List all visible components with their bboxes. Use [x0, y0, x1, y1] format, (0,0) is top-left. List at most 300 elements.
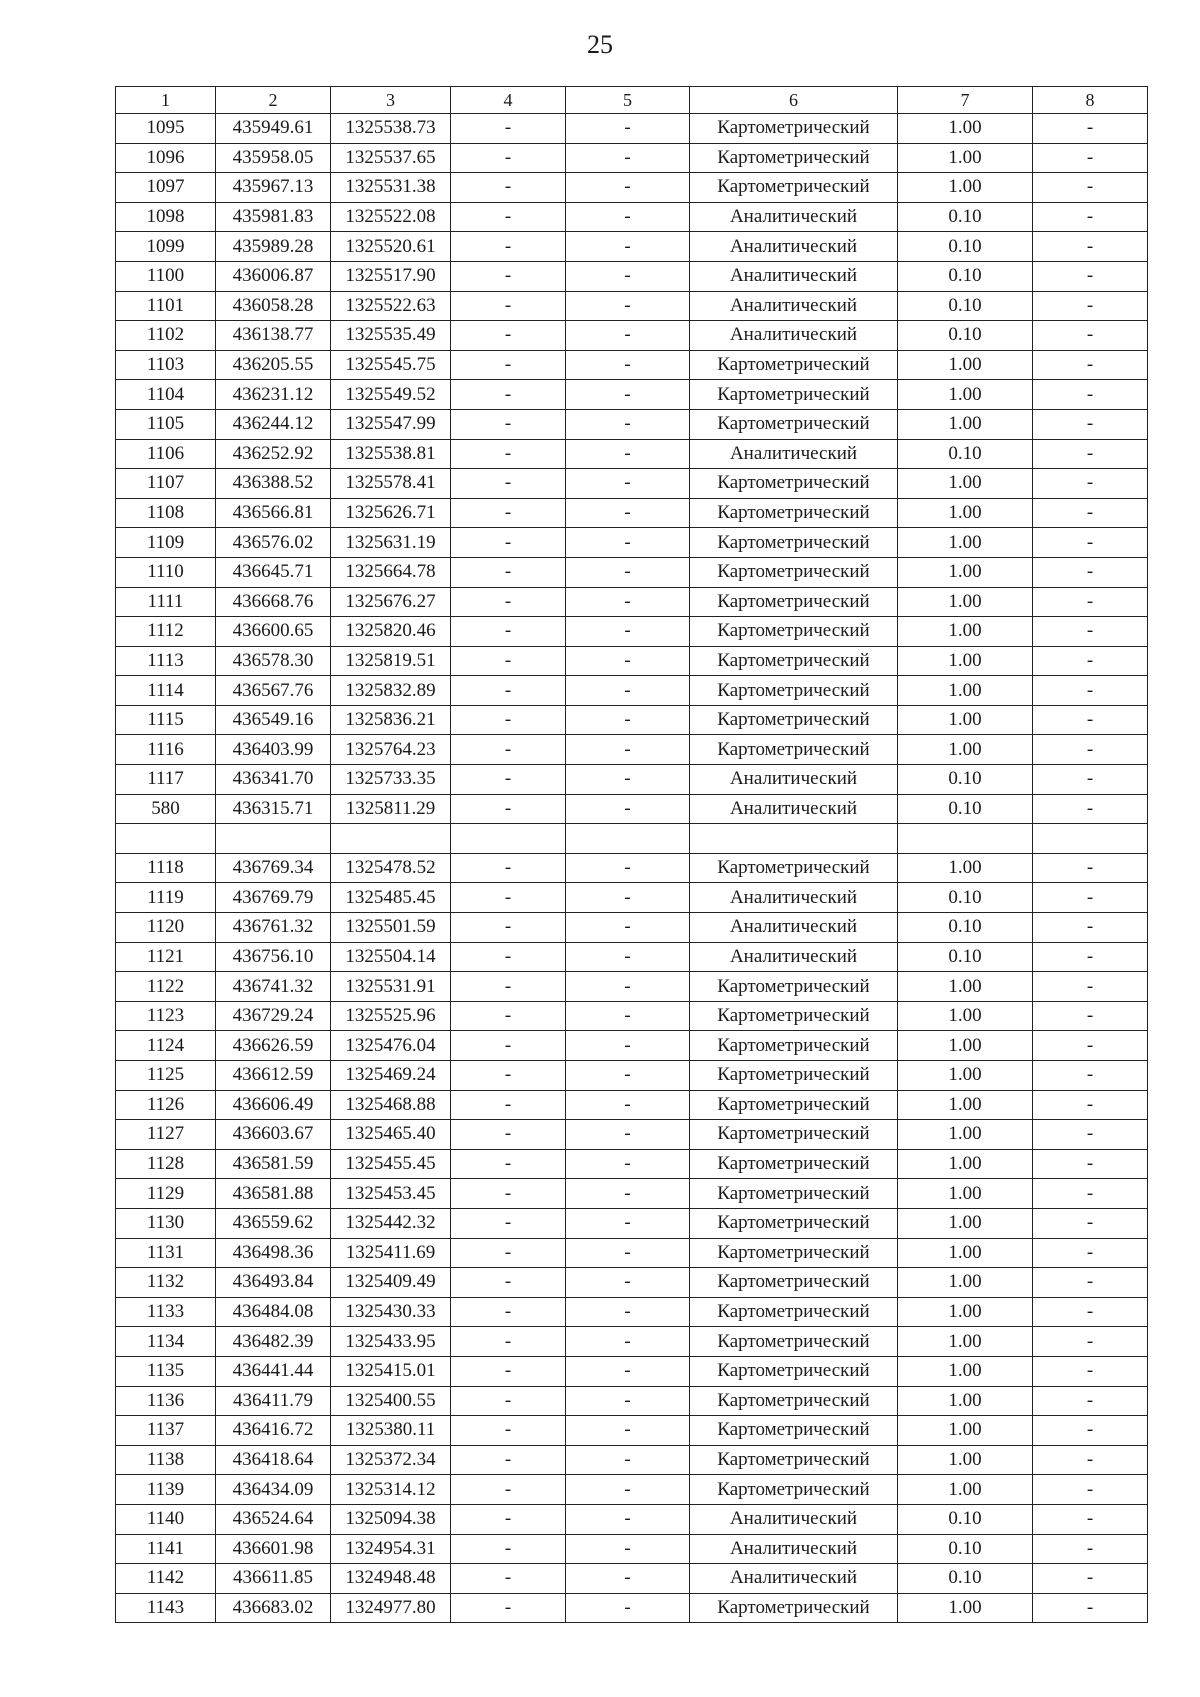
cell-col4-value: -: [451, 321, 566, 351]
cell-y-coordinate: 1325400.55: [331, 1386, 451, 1416]
cell-col4-value: -: [451, 173, 566, 203]
cell-point-number: 1113: [116, 646, 216, 676]
cell-col4-value: -: [451, 676, 566, 706]
cell-method: Картометрический: [690, 498, 898, 528]
table-row: [116, 409, 1148, 439]
cell-point-number: 1103: [116, 350, 216, 380]
cell-y-coordinate: 1325520.61: [331, 232, 451, 262]
cell-col8-value: -: [1033, 1061, 1148, 1091]
table-row: [116, 1090, 1148, 1120]
cell-method: Картометрический: [690, 409, 898, 439]
cell-method: Картометрический: [690, 557, 898, 587]
cell-col8-value: -: [1033, 143, 1148, 173]
cell-col4-value: -: [451, 114, 566, 144]
cell-col5-value: -: [566, 114, 690, 144]
cell-accuracy: [898, 824, 1033, 854]
table-row: [116, 1327, 1148, 1357]
cell-point-number: 1102: [116, 321, 216, 351]
table-row: [116, 1593, 1148, 1623]
cell-accuracy: 0.10: [898, 942, 1033, 972]
cell-y-coordinate: 1325453.45: [331, 1179, 451, 1209]
cell-col8-value: -: [1033, 173, 1148, 203]
cell-col8-value: -: [1033, 646, 1148, 676]
table-row: [116, 557, 1148, 587]
cell-col8-value: -: [1033, 1031, 1148, 1061]
cell-method: Картометрический: [690, 380, 898, 410]
cell-col4-value: -: [451, 439, 566, 469]
cell-col4-value: -: [451, 1356, 566, 1386]
cell-col5-value: -: [566, 1475, 690, 1505]
cell-col4-value: -: [451, 1031, 566, 1061]
cell-method: Картометрический: [690, 1090, 898, 1120]
header-cell-1: 1: [116, 87, 216, 114]
cell-method: Картометрический: [690, 646, 898, 676]
cell-method: Аналитический: [690, 439, 898, 469]
cell-x-coordinate: 436741.32: [216, 972, 331, 1002]
cell-accuracy: 1.00: [898, 1179, 1033, 1209]
cell-method: Картометрический: [690, 1179, 898, 1209]
cell-y-coordinate: 1325764.23: [331, 735, 451, 765]
cell-point-number: 1101: [116, 291, 216, 321]
cell-point-number: 1124: [116, 1031, 216, 1061]
cell-col4-value: -: [451, 1001, 566, 1031]
cell-col5-value: -: [566, 853, 690, 883]
cell-col8-value: -: [1033, 1327, 1148, 1357]
cell-x-coordinate: 436761.32: [216, 913, 331, 943]
table-row: [116, 1149, 1148, 1179]
cell-col5-value: -: [566, 321, 690, 351]
cell-y-coordinate: 1325545.75: [331, 350, 451, 380]
cell-accuracy: 1.00: [898, 1268, 1033, 1298]
cell-accuracy: 1.00: [898, 587, 1033, 617]
cell-col8-value: -: [1033, 1445, 1148, 1475]
cell-col8-value: -: [1033, 1208, 1148, 1238]
header-row: [116, 87, 1148, 114]
table-row: [116, 1297, 1148, 1327]
cell-col5-value: -: [566, 883, 690, 913]
cell-col8-value: -: [1033, 1475, 1148, 1505]
cell-x-coordinate: 435989.28: [216, 232, 331, 262]
cell-y-coordinate: 1325517.90: [331, 261, 451, 291]
cell-col4-value: -: [451, 853, 566, 883]
cell-accuracy: 1.00: [898, 617, 1033, 647]
cell-y-coordinate: 1325733.35: [331, 765, 451, 795]
cell-col5-value: -: [566, 1090, 690, 1120]
cell-col8-value: -: [1033, 972, 1148, 1002]
cell-x-coordinate: 436484.08: [216, 1297, 331, 1327]
cell-col5-value: -: [566, 676, 690, 706]
cell-method: Аналитический: [690, 321, 898, 351]
cell-col4-value: -: [451, 1475, 566, 1505]
cell-x-coordinate: 436645.71: [216, 557, 331, 587]
table-row: [116, 1564, 1148, 1594]
cell-col5-value: -: [566, 705, 690, 735]
cell-point-number: 1099: [116, 232, 216, 262]
cell-point-number: 1107: [116, 469, 216, 499]
cell-x-coordinate: 436403.99: [216, 735, 331, 765]
cell-point-number: 1100: [116, 261, 216, 291]
cell-accuracy: 1.00: [898, 1090, 1033, 1120]
cell-col4-value: -: [451, 409, 566, 439]
cell-accuracy: 0.10: [898, 321, 1033, 351]
cell-method: Картометрический: [690, 1061, 898, 1091]
cell-col4-value: -: [451, 1179, 566, 1209]
cell-y-coordinate: 1325664.78: [331, 557, 451, 587]
cell-col5-value: -: [566, 794, 690, 824]
cell-accuracy: 1.00: [898, 646, 1033, 676]
cell-method: Картометрический: [690, 528, 898, 558]
table-row: [116, 439, 1148, 469]
cell-x-coordinate: 436006.87: [216, 261, 331, 291]
cell-col5-value: -: [566, 735, 690, 765]
cell-x-coordinate: 436729.24: [216, 1001, 331, 1031]
cell-col4-value: -: [451, 1504, 566, 1534]
cell-point-number: 1096: [116, 143, 216, 173]
coordinates-table: [115, 86, 1148, 1623]
cell-accuracy: 0.10: [898, 765, 1033, 795]
cell-col8-value: -: [1033, 1386, 1148, 1416]
cell-point-number: 1125: [116, 1061, 216, 1091]
cell-y-coordinate: 1325820.46: [331, 617, 451, 647]
table-row: [116, 587, 1148, 617]
cell-x-coordinate: 435967.13: [216, 173, 331, 203]
cell-col5-value: -: [566, 173, 690, 203]
cell-col4-value: -: [451, 1564, 566, 1594]
cell-point-number: 1140: [116, 1504, 216, 1534]
cell-y-coordinate: 1325836.21: [331, 705, 451, 735]
cell-col5-value: -: [566, 1061, 690, 1091]
cell-method: Аналитический: [690, 794, 898, 824]
cell-method: Аналитический: [690, 1504, 898, 1534]
cell-col5-value: -: [566, 1356, 690, 1386]
cell-col5-value: -: [566, 1445, 690, 1475]
cell-col5-value: -: [566, 1208, 690, 1238]
cell-col4-value: -: [451, 765, 566, 795]
cell-point-number: 1132: [116, 1268, 216, 1298]
cell-y-coordinate: 1325501.59: [331, 913, 451, 943]
cell-col8-value: -: [1033, 1090, 1148, 1120]
cell-col5-value: -: [566, 202, 690, 232]
table-row: [116, 261, 1148, 291]
cell-col4-value: -: [451, 557, 566, 587]
cell-col5-value: -: [566, 498, 690, 528]
header-cell-8: 8: [1033, 87, 1148, 114]
cell-y-coordinate: 1325531.38: [331, 173, 451, 203]
cell-col8-value: -: [1033, 942, 1148, 972]
page-number: 25: [587, 30, 613, 59]
cell-col5-value: -: [566, 1504, 690, 1534]
cell-accuracy: 1.00: [898, 1208, 1033, 1238]
cell-accuracy: 0.10: [898, 1534, 1033, 1564]
cell-y-coordinate: 1325372.34: [331, 1445, 451, 1475]
cell-point-number: 1121: [116, 942, 216, 972]
cell-x-coordinate: 436231.12: [216, 380, 331, 410]
cell-method: Картометрический: [690, 1149, 898, 1179]
cell-col8-value: -: [1033, 913, 1148, 943]
cell-point-number: 1135: [116, 1356, 216, 1386]
cell-y-coordinate: 1325631.19: [331, 528, 451, 558]
cell-point-number: 1109: [116, 528, 216, 558]
cell-y-coordinate: 1325476.04: [331, 1031, 451, 1061]
cell-col5-value: -: [566, 1564, 690, 1594]
cell-x-coordinate: 436434.09: [216, 1475, 331, 1505]
cell-x-coordinate: 436315.71: [216, 794, 331, 824]
header-cell-5: 5: [566, 87, 690, 114]
cell-col5-value: [566, 824, 690, 854]
cell-point-number: 1108: [116, 498, 216, 528]
cell-accuracy: 1.00: [898, 735, 1033, 765]
cell-y-coordinate: 1325626.71: [331, 498, 451, 528]
cell-col8-value: -: [1033, 1534, 1148, 1564]
cell-col4-value: -: [451, 469, 566, 499]
cell-col4-value: -: [451, 1327, 566, 1357]
cell-col4-value: -: [451, 143, 566, 173]
table-row: [116, 913, 1148, 943]
table-row: [116, 1534, 1148, 1564]
cell-point-number: 1123: [116, 1001, 216, 1031]
cell-method: Картометрический: [690, 1268, 898, 1298]
cell-method: Картометрический: [690, 143, 898, 173]
cell-col5-value: -: [566, 913, 690, 943]
cell-point-number: 1105: [116, 409, 216, 439]
cell-x-coordinate: 436581.59: [216, 1149, 331, 1179]
cell-col8-value: -: [1033, 1268, 1148, 1298]
cell-accuracy: 1.00: [898, 1386, 1033, 1416]
cell-accuracy: 1.00: [898, 676, 1033, 706]
cell-col4-value: -: [451, 913, 566, 943]
cell-col4-value: -: [451, 202, 566, 232]
cell-method: Аналитический: [690, 232, 898, 262]
cell-accuracy: 1.00: [898, 972, 1033, 1002]
cell-col4-value: [451, 824, 566, 854]
cell-method: Картометрический: [690, 114, 898, 144]
cell-col4-value: -: [451, 1593, 566, 1623]
cell-x-coordinate: 436138.77: [216, 321, 331, 351]
table-row: [116, 173, 1148, 203]
cell-col4-value: -: [451, 1061, 566, 1091]
cell-col5-value: -: [566, 439, 690, 469]
table-row: [116, 1179, 1148, 1209]
table-row: [116, 1356, 1148, 1386]
cell-method: Аналитический: [690, 1564, 898, 1594]
cell-col5-value: -: [566, 380, 690, 410]
cell-point-number: 1139: [116, 1475, 216, 1505]
cell-y-coordinate: 1325409.49: [331, 1268, 451, 1298]
cell-method: Картометрический: [690, 1475, 898, 1505]
cell-accuracy: 1.00: [898, 1120, 1033, 1150]
table-row: [116, 1001, 1148, 1031]
table-row: [116, 1386, 1148, 1416]
cell-col4-value: -: [451, 1268, 566, 1298]
cell-y-coordinate: 1325469.24: [331, 1061, 451, 1091]
cell-accuracy: 0.10: [898, 913, 1033, 943]
cell-col4-value: -: [451, 1416, 566, 1446]
cell-x-coordinate: 436606.49: [216, 1090, 331, 1120]
cell-method: Картометрический: [690, 1238, 898, 1268]
cell-col4-value: -: [451, 646, 566, 676]
cell-accuracy: 0.10: [898, 261, 1033, 291]
cell-method: Аналитический: [690, 942, 898, 972]
cell-x-coordinate: 436559.62: [216, 1208, 331, 1238]
cell-method: Картометрический: [690, 676, 898, 706]
cell-col8-value: -: [1033, 1504, 1148, 1534]
table-row: [116, 883, 1148, 913]
cell-col8-value: -: [1033, 1149, 1148, 1179]
cell-x-coordinate: 436058.28: [216, 291, 331, 321]
cell-y-coordinate: 1325478.52: [331, 853, 451, 883]
cell-col8-value: -: [1033, 498, 1148, 528]
cell-col4-value: -: [451, 261, 566, 291]
cell-col4-value: -: [451, 794, 566, 824]
table-row: [116, 1061, 1148, 1091]
cell-col5-value: -: [566, 350, 690, 380]
cell-accuracy: 0.10: [898, 232, 1033, 262]
cell-col4-value: -: [451, 528, 566, 558]
cell-point-number: 1131: [116, 1238, 216, 1268]
cell-accuracy: 0.10: [898, 439, 1033, 469]
cell-point-number: 1117: [116, 765, 216, 795]
cell-col8-value: -: [1033, 439, 1148, 469]
table-row: [116, 469, 1148, 499]
cell-method: Картометрический: [690, 1327, 898, 1357]
cell-y-coordinate: 1324954.31: [331, 1534, 451, 1564]
cell-method: Картометрический: [690, 972, 898, 1002]
cell-accuracy: 1.00: [898, 1327, 1033, 1357]
table-row: [116, 321, 1148, 351]
cell-col4-value: -: [451, 232, 566, 262]
cell-col8-value: -: [1033, 1564, 1148, 1594]
cell-x-coordinate: 436341.70: [216, 765, 331, 795]
cell-col8-value: -: [1033, 617, 1148, 647]
cell-y-coordinate: 1325578.41: [331, 469, 451, 499]
header-cell-7: 7: [898, 87, 1033, 114]
cell-point-number: 1143: [116, 1593, 216, 1623]
cell-col8-value: -: [1033, 705, 1148, 735]
cell-col8-value: -: [1033, 114, 1148, 144]
cell-point-number: 1141: [116, 1534, 216, 1564]
cell-col4-value: -: [451, 350, 566, 380]
cell-col8-value: -: [1033, 557, 1148, 587]
cell-col4-value: -: [451, 617, 566, 647]
cell-y-coordinate: 1325811.29: [331, 794, 451, 824]
cell-method: Аналитический: [690, 1534, 898, 1564]
table-row: [116, 1031, 1148, 1061]
cell-x-coordinate: 436549.16: [216, 705, 331, 735]
cell-method: [690, 824, 898, 854]
cell-accuracy: 1.00: [898, 1149, 1033, 1179]
table-row: [116, 705, 1148, 735]
table-row: [116, 794, 1148, 824]
cell-x-coordinate: 436482.39: [216, 1327, 331, 1357]
cell-accuracy: 1.00: [898, 1031, 1033, 1061]
cell-point-number: 1130: [116, 1208, 216, 1238]
cell-y-coordinate: 1325538.81: [331, 439, 451, 469]
cell-col4-value: -: [451, 1445, 566, 1475]
cell-point-number: 1126: [116, 1090, 216, 1120]
cell-x-coordinate: 436244.12: [216, 409, 331, 439]
cell-col4-value: -: [451, 883, 566, 913]
cell-col8-value: -: [1033, 350, 1148, 380]
header-cell-4: 4: [451, 87, 566, 114]
cell-col8-value: -: [1033, 1297, 1148, 1327]
cell-col8-value: -: [1033, 202, 1148, 232]
cell-method: Картометрический: [690, 1001, 898, 1031]
table-row: [116, 1475, 1148, 1505]
cell-point-number: [116, 824, 216, 854]
cell-point-number: 1110: [116, 557, 216, 587]
cell-y-coordinate: 1325525.96: [331, 1001, 451, 1031]
cell-col5-value: -: [566, 291, 690, 321]
cell-x-coordinate: 436252.92: [216, 439, 331, 469]
cell-accuracy: 0.10: [898, 291, 1033, 321]
table-row: [116, 765, 1148, 795]
cell-y-coordinate: 1325535.49: [331, 321, 451, 351]
cell-col8-value: [1033, 824, 1148, 854]
cell-col4-value: -: [451, 291, 566, 321]
cell-y-coordinate: 1325314.12: [331, 1475, 451, 1505]
cell-col8-value: -: [1033, 853, 1148, 883]
table-header: [116, 87, 1148, 114]
cell-point-number: 1138: [116, 1445, 216, 1475]
cell-col4-value: -: [451, 1386, 566, 1416]
cell-method: Картометрический: [690, 1031, 898, 1061]
cell-col4-value: -: [451, 1208, 566, 1238]
cell-method: Аналитический: [690, 765, 898, 795]
cell-point-number: 1133: [116, 1297, 216, 1327]
cell-point-number: 1127: [116, 1120, 216, 1150]
cell-x-coordinate: 436498.36: [216, 1238, 331, 1268]
cell-x-coordinate: 436524.64: [216, 1504, 331, 1534]
cell-col5-value: -: [566, 1386, 690, 1416]
cell-accuracy: 1.00: [898, 1593, 1033, 1623]
table-row: [116, 972, 1148, 1002]
cell-col4-value: -: [451, 972, 566, 1002]
cell-col5-value: -: [566, 1534, 690, 1564]
cell-x-coordinate: 435958.05: [216, 143, 331, 173]
cell-point-number: 1128: [116, 1149, 216, 1179]
header-cell-3: 3: [331, 87, 451, 114]
table-row: [116, 498, 1148, 528]
cell-method: Аналитический: [690, 261, 898, 291]
cell-col5-value: -: [566, 557, 690, 587]
cell-x-coordinate: 436611.85: [216, 1564, 331, 1594]
cell-col4-value: -: [451, 380, 566, 410]
cell-point-number: 1095: [116, 114, 216, 144]
cell-point-number: 1142: [116, 1564, 216, 1594]
cell-col5-value: -: [566, 528, 690, 558]
cell-x-coordinate: 436581.88: [216, 1179, 331, 1209]
cell-x-coordinate: 436441.44: [216, 1356, 331, 1386]
cell-method: Картометрический: [690, 853, 898, 883]
cell-x-coordinate: 436769.79: [216, 883, 331, 913]
cell-col8-value: -: [1033, 1001, 1148, 1031]
cell-x-coordinate: 435949.61: [216, 114, 331, 144]
cell-x-coordinate: 436576.02: [216, 528, 331, 558]
cell-point-number: 1115: [116, 705, 216, 735]
cell-y-coordinate: 1325549.52: [331, 380, 451, 410]
cell-method: Картометрический: [690, 1208, 898, 1238]
cell-accuracy: 0.10: [898, 1504, 1033, 1534]
cell-accuracy: 1.00: [898, 705, 1033, 735]
cell-accuracy: 0.10: [898, 794, 1033, 824]
cell-x-coordinate: 436756.10: [216, 942, 331, 972]
cell-col8-value: -: [1033, 735, 1148, 765]
cell-col4-value: -: [451, 1238, 566, 1268]
table-row: [116, 1120, 1148, 1150]
cell-col8-value: -: [1033, 676, 1148, 706]
cell-accuracy: 1.00: [898, 498, 1033, 528]
cell-accuracy: 1.00: [898, 1297, 1033, 1327]
